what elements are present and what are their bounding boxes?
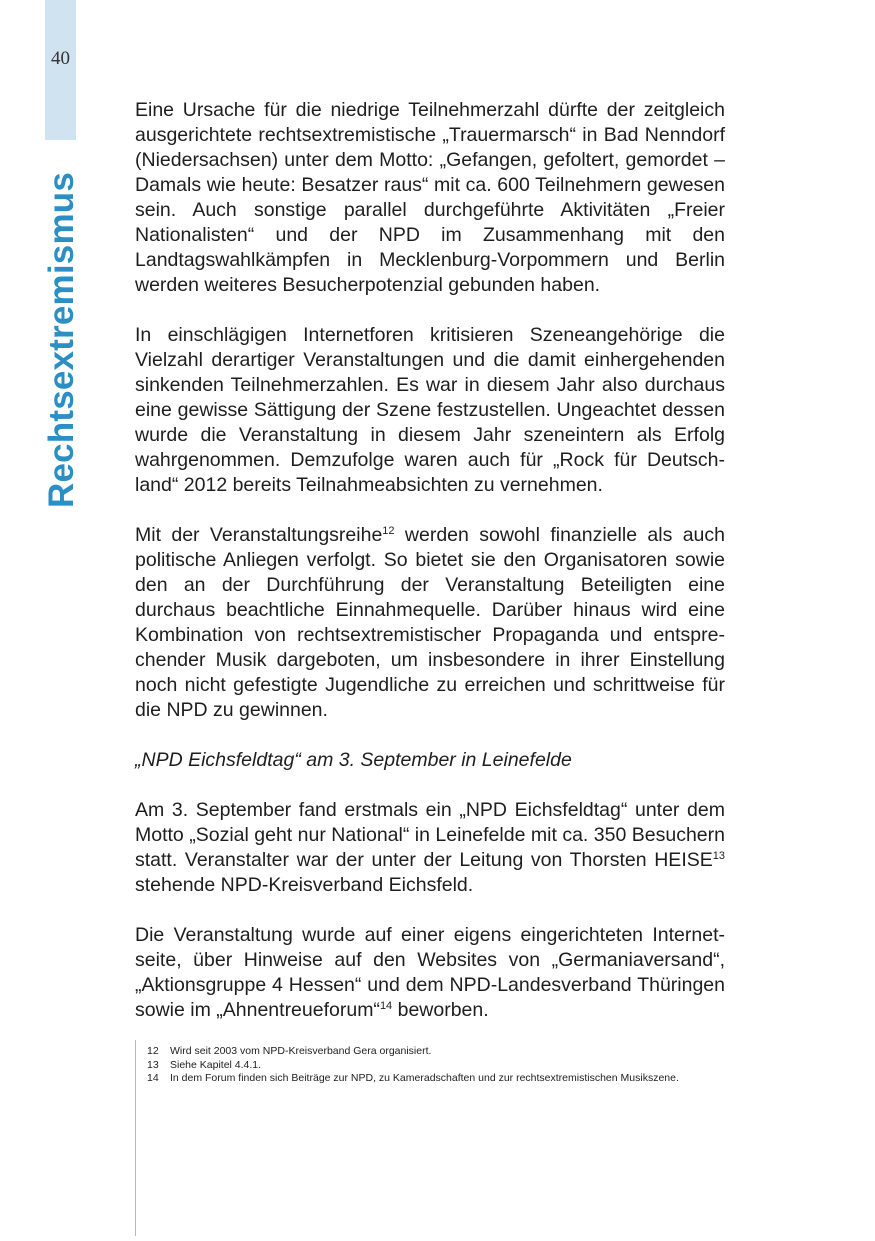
footnote-14 (147, 1072, 725, 1086)
paragraph-4 (135, 798, 725, 898)
subheading: „NPD Eichsfeldtag“ am 3. September in Leinefelde (135, 749, 572, 771)
paragraph-1: Eine Ursache für die niedrige Teilnehmerzahl dürfte der zeitgleich ausgerichtete rechtsextremistische „Trauermarsch“ in Bad Nenndorf (Niedersachsen) unter dem Motto: „Gefangen, gefoltert, gemordet – Damals wie heute: Besatzer raus“ mit ca. 600 Teilnehmern gewesen sein. Auch sonstige parallel durchgeführte Aktivitäten „Freier Nationalisten“ und der NPD im Zusammenhang mit den Landtagswahlkämpfen in Mecklenburg-Vorpommern und Berlin werden weiteres Besucherpotenzial gebunden haben. (135, 99, 725, 296)
paragraph-5-text: Die Veranstaltung wurde auf einer eigens eingerichteten Internetseite, über Hinweise auf den Websites von „Germaniaversand“, „Aktionsgruppe 4 Hessen“ und dem NPD-Landesverband Thüringen sowie im „Ahnentreueforum“ (135, 924, 725, 1021)
footnotes (147, 1045, 725, 1086)
footnote-12 (147, 1045, 725, 1059)
footnote-number: 13 (147, 1058, 159, 1071)
paragraph-4-text-cont: stehende NPD-Kreisverband Eichsfeld. (135, 874, 474, 896)
paragraph-5-text-cont: beworben. (392, 999, 489, 1021)
footnote-ref-13[interactable]: 13 (712, 850, 725, 862)
footnote-text: Siehe Kapitel 4.4.1. (170, 1058, 262, 1071)
footnote-ref-14[interactable]: 14 (379, 1000, 393, 1012)
footnote-ref-12[interactable]: 12 (382, 525, 395, 537)
footnote-text: Wird seit 2003 vom NPD-Kreisverband Gera organisiert. (170, 1045, 432, 1057)
paragraph-2: In einschlägigen Internetforen kritisieren Szeneangehörige die Vielzahl derartiger Veranstaltungen und die damit einhergehenden sinkenden Teilnehmerzahlen. Es war in diesem Jahr also durchaus eine gewisse Sättigung der Szene festzustellen. Ungeachtet dessen wurde die Veranstaltung in diesem Jahr szeneintern als Erfolg wahrgenommen. Demzufolge waren auch für „Rock für Deutschland“ 2012 bereits Teilnahmeabsichten zu vernehmen. (135, 324, 725, 496)
paragraph-5 (135, 923, 725, 1023)
footnote-rule (135, 1040, 136, 1236)
footnote-number: 14 (147, 1072, 159, 1084)
paragraph-4-text: Am 3. September fand erstmals ein „NPD Eichsfeldtag“ unter dem Motto „Sozial geht nur National“ in Leinefelde mit ca. 350 Besuchern statt. Veranstalter war der unter der Leitung von Thorsten HEISE (135, 799, 725, 871)
paragraph-3 (135, 523, 725, 723)
paragraph-3-text-cont: werden sowohl finanzielle als auch politische Anliegen verfolgt. So bietet sie den Organisatoren sowie den an der Durchführung der Veranstaltung Beteiligten eine durchaus beachtliche Einnahmequelle. Darüber hinaus wird eine Kombination von rechtsextremistischer Propaganda und entsprechender Musik dargeboten, um insbesondere in ihrer Einstellung noch nicht gefestigte Jugendliche zu erreichen und schrittweise für die NPD zu gewinnen. (135, 524, 725, 721)
footnote-13 (147, 1059, 725, 1073)
section-label: Rechtsextremismus (42, 171, 81, 509)
page-number: 40 (51, 48, 70, 69)
footnote-number: 12 (147, 1045, 159, 1057)
side-tab (45, 0, 76, 140)
main-text (135, 98, 725, 1048)
footnote-text: In dem Forum finden sich Beiträge zur NPD, zu Kameradschaften und zur rechtsextremistischen Musikszene. (170, 1072, 679, 1084)
paragraph-3-text: Mit der Veranstaltungsreihe (135, 524, 383, 546)
